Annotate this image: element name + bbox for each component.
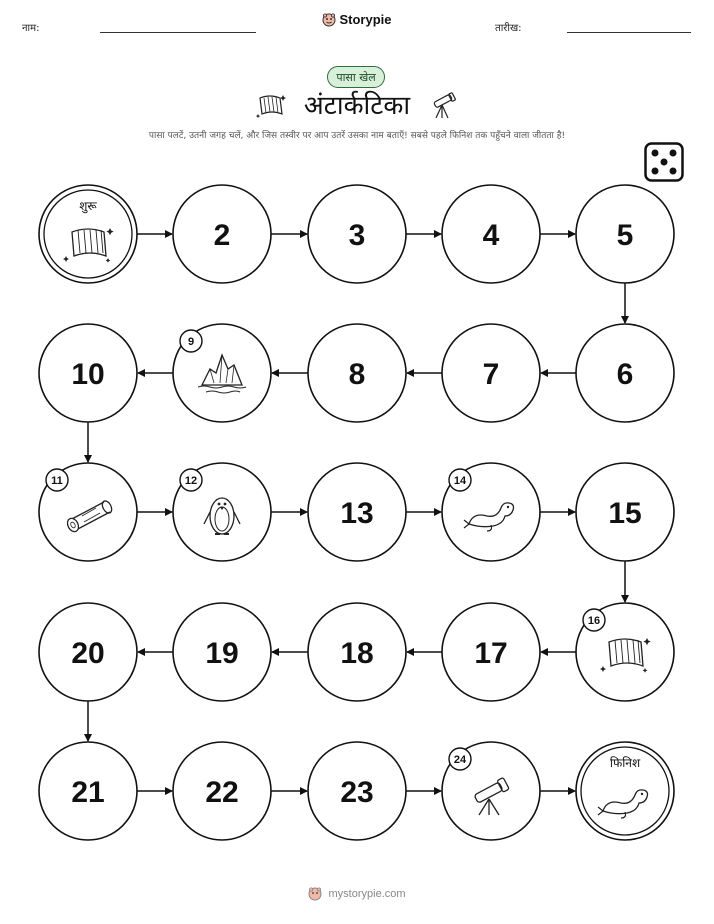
- board-cell-25[interactable]: [576, 742, 674, 840]
- cell-number: 18: [340, 637, 374, 670]
- cell-number: 15: [608, 497, 642, 530]
- board-cell-21[interactable]: [39, 742, 137, 840]
- finish-label: फिनिश: [609, 756, 641, 770]
- board-cell-12[interactable]: [173, 463, 271, 561]
- board-cell-18[interactable]: [308, 603, 406, 701]
- cell-number: 3: [348, 219, 366, 252]
- board-cell-8[interactable]: [308, 324, 406, 422]
- cell-number: 13: [340, 497, 374, 530]
- board-cell-3[interactable]: [308, 185, 406, 283]
- cell-number: 8: [348, 358, 366, 391]
- board-cell-4[interactable]: [442, 185, 540, 283]
- start-label: शुरू: [79, 199, 97, 213]
- cell-number: 16: [587, 615, 601, 627]
- cell-number: 9: [187, 336, 195, 348]
- cell-number: 10: [71, 358, 105, 391]
- board-cell-1[interactable]: [39, 185, 137, 283]
- footer-site: mystorypie.com: [328, 888, 406, 900]
- board-cell-24[interactable]: [442, 742, 540, 840]
- board-cell-22[interactable]: [173, 742, 271, 840]
- name-label: नाम:: [22, 23, 40, 34]
- cell-number: 24: [453, 754, 467, 766]
- brand-name: Storypie: [339, 12, 392, 27]
- board-cell-17[interactable]: [442, 603, 540, 701]
- board-cell-19[interactable]: [173, 603, 271, 701]
- instructions: पासा पलटें, उतनी जगह चलें, और जिस तस्वीर पर आप उतरें उसका नाम बताएँ! सबसे पहले फिनिश तक पहुँचने वाला जीतता है!: [148, 131, 566, 141]
- title-text: अंटार्कटिका: [303, 91, 411, 121]
- board-cell-10[interactable]: [39, 324, 137, 422]
- board-cell-7[interactable]: [442, 324, 540, 422]
- board-cell-11[interactable]: [39, 463, 137, 561]
- cell-number: 6: [616, 358, 634, 391]
- cell-number: 2: [213, 219, 231, 252]
- board-cell-20[interactable]: [39, 603, 137, 701]
- board-cell-9[interactable]: [173, 324, 271, 422]
- game-badge: पासा खेल: [327, 66, 385, 88]
- cell-number: 22: [205, 776, 239, 809]
- cell-number: 4: [482, 219, 500, 252]
- board-cell-2[interactable]: [173, 185, 271, 283]
- board-cell-23[interactable]: [308, 742, 406, 840]
- board-cell-6[interactable]: [576, 324, 674, 422]
- cell-number: 20: [71, 637, 105, 670]
- date-label: तारीख:: [495, 23, 522, 34]
- board-cell-15[interactable]: [576, 463, 674, 561]
- footer: [0, 887, 714, 901]
- cell-number: 5: [616, 219, 634, 252]
- board-cell-5[interactable]: [576, 185, 674, 283]
- cell-number: 12: [184, 475, 198, 487]
- board-cell-14[interactable]: [442, 463, 540, 561]
- cell-number: 14: [453, 475, 467, 487]
- cell-number: 11: [51, 475, 63, 487]
- cell-number: 19: [205, 637, 239, 670]
- cell-number: 17: [474, 637, 508, 670]
- cell-number: 7: [482, 358, 500, 391]
- board-cell-13[interactable]: [308, 463, 406, 561]
- storypie-logo-icon: [308, 888, 328, 900]
- board-cell-16[interactable]: [576, 603, 674, 701]
- cell-number: 21: [71, 776, 105, 809]
- cell-number: 23: [340, 776, 374, 809]
